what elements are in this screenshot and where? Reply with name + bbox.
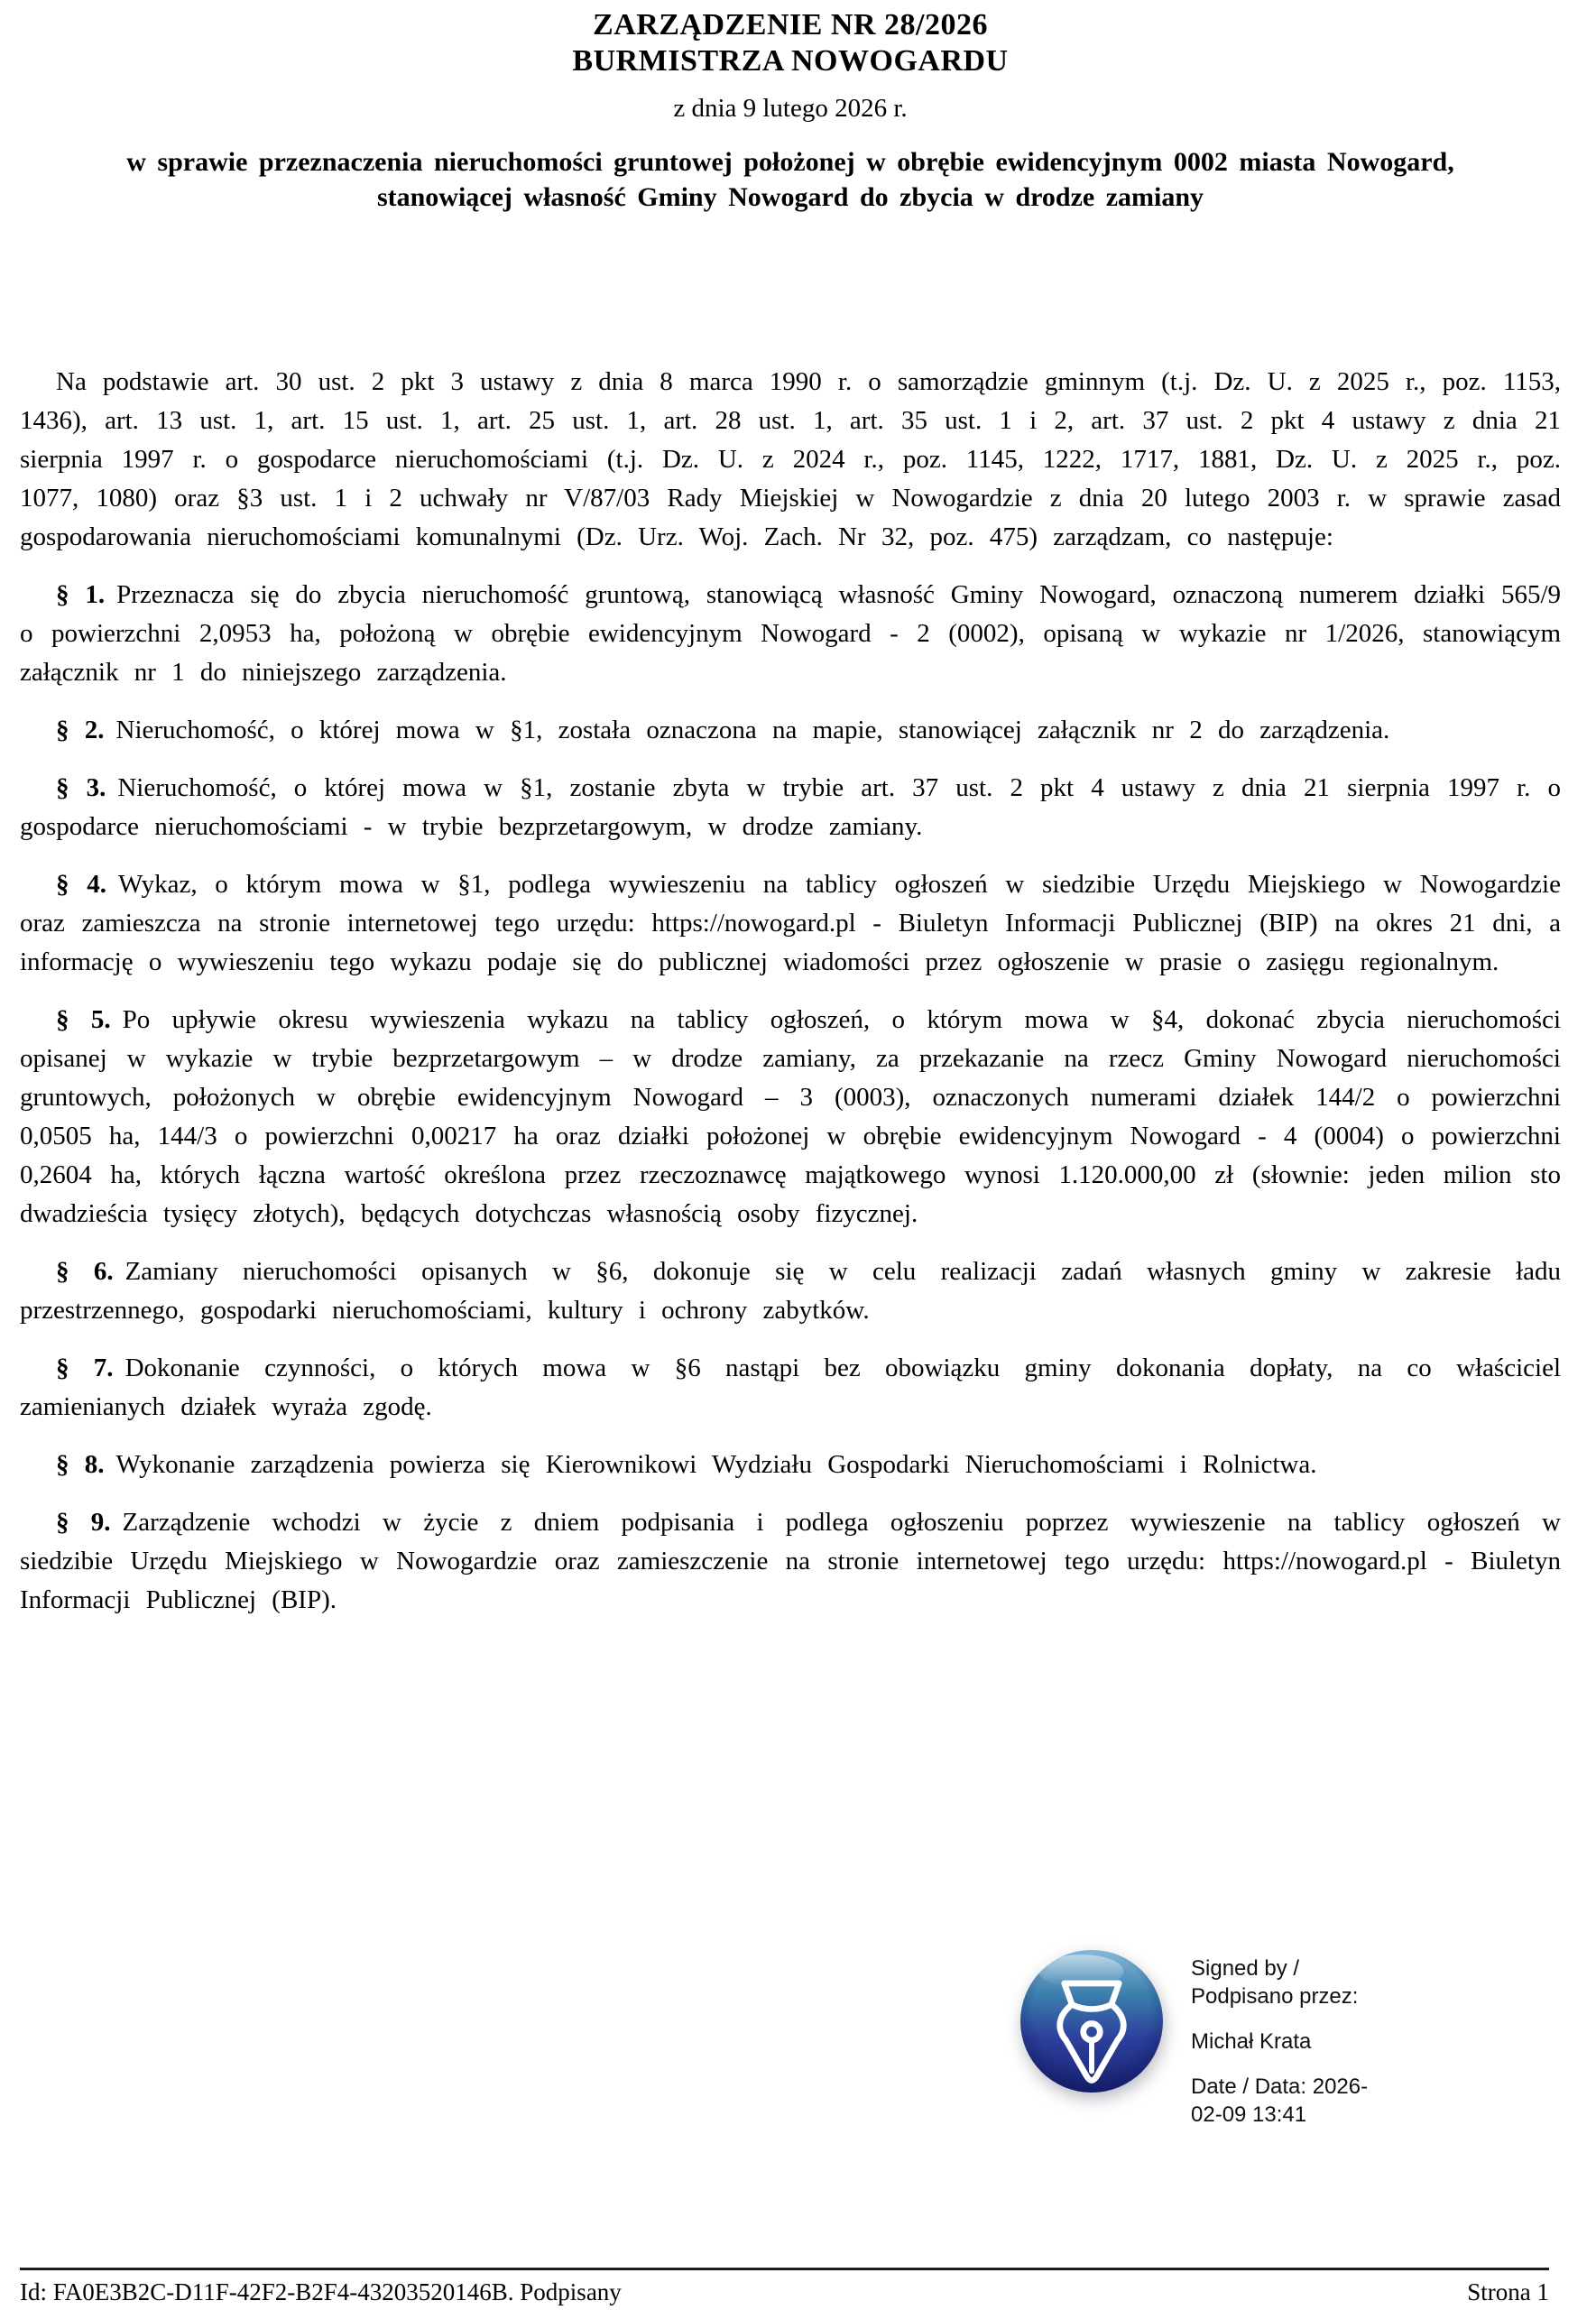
document-header: [20, 7, 1561, 215]
signed-by-lines: [1191, 1954, 1462, 2010]
section-label: § 2.: [56, 716, 105, 744]
section-paragraph: [20, 1252, 1561, 1330]
signature-text: [1191, 1945, 1462, 2129]
page-footer: [20, 2278, 1549, 2306]
section-text: Nieruchomość, o której mowa w §1, zostanie zbyta w trybie art. 37 ust. 2 pkt 4 ustawy z dnia 21 sierpnia 1997 r. o gospodarce nieruchomościami - w trybie bezprzetargowym, w drodze zamiany.: [20, 773, 1561, 841]
section-text: Wykonanie zarządzenia powierza się Kierownikowi Wydziału Gospodarki Nieruchomościami i Rolnictwa.: [115, 1450, 1317, 1479]
signed-by-label: Signed by /: [1191, 1956, 1300, 1981]
section-paragraph: [20, 1001, 1561, 1234]
section-paragraph: [20, 1503, 1561, 1620]
signed-by-label: Podpisano przez:: [1191, 1984, 1359, 2009]
section-label: § 7.: [56, 1354, 114, 1382]
section-text: Po upływie okresu wywieszenia wykazu na tablicy ogłoszeń, o którym mowa w §4, dokonać zbycia nieruchomości opisanej w wykazie w trybie bezprzetargowym – w drodze zamiany, za przekazanie na rzecz Gminy Nowogard nieruchomości gruntowych, położonych w obrębie ewidencyjnym Nowogard – 3 (0003), oznaczonych numerami działek 144/2 o powierzchni 0,0505 ha, 144/3 o powierzchni 0,00217 ha oraz działki położonej w obrębie ewidencyjnym Nowogard - 4 (0004) o powierzchni 0,2604 ha, których łączna wartość określona przez rzeczoznawcę majątkowego wynosi 1.120.000,00 zł (słownie: jeden milion sto dwadzieścia tysięcy złotych), będących dotychczas własnością osoby fizycznej.: [20, 1005, 1562, 1228]
signature-date-lines: [1191, 2073, 1462, 2129]
document-id: Id: FA0E3B2C-D11F-42F2-B2F4-43203520146B. Podpisany: [20, 2278, 622, 2305]
section-label: § 6.: [56, 1257, 114, 1286]
signature-date: 02-09 13:41: [1191, 2102, 1307, 2127]
section-label: § 3.: [56, 773, 106, 802]
section-label: § 9.: [56, 1508, 111, 1537]
section-paragraph: [20, 1349, 1561, 1427]
section-label: § 8.: [56, 1450, 105, 1479]
signature-block: [1016, 1945, 1462, 2129]
section-text: Przeznacza się do zbycia nieruchomość gruntową, stanowiącą własność Gminy Nowogard, oznaczoną numerem działki 565/9 o powierzchni 2,0953 ha, położoną w obrębie ewidencyjnym Nowogard - 2 (0002), opisaną w wykazie nr 1/2026, stanowiącym załącznik nr 1 do niniejszego zarządzenia.: [20, 580, 1561, 687]
sections-container: [20, 576, 1561, 1620]
order-title-line-2: BURMISTRZA NOWOGARDU: [572, 44, 1009, 78]
signature-date: Date / Data: 2026-: [1191, 2074, 1369, 2099]
signer-name: Michał Krata: [1191, 2029, 1312, 2054]
section-paragraph: [20, 769, 1561, 846]
section-text: Wykaz, o którym mowa w §1, podlega wywieszeniu na tablicy ogłoszeń w siedzibie Urzędu Miejskiego w Nowogardzie oraz zamieszcza na stronie internetowej tego urzędu: https://nowogard.pl - Biuletyn Informacji Publicznej (BIP) na okres 21 dni, a informację o wywieszeniu tego wykazu podaje się do publicznej wiadomości przez ogłoszenie w prasie o zasięgu regionalnym.: [20, 870, 1561, 976]
order-date: z dnia 9 lutego 2026 r.: [673, 94, 908, 123]
legal-basis-paragraph: Na podstawie art. 30 ust. 2 pkt 3 ustawy z dnia 8 marca 1990 r. o samorządzie gminnym (t.j. Dz. U. z 2025 r., poz. 1153, 1436), art. 13 ust. 1, art. 15 ust. 1, art. 25 ust. 1, art. 28 ust. 1, art. 35 ust. 1 i 2, art. 37 ust. 2 pkt 4 ustawy z dnia 21 sierpnia 1997 r. o gospodarce nieruchomościami (t.j. Dz. U. z 2024 r., poz. 1145, 1222, 1717, 1881, Dz. U. z 2025 r., poz. 1077, 1080) oraz §3 ust. 1 i 2 uchwały nr V/87/03 Rady Miejskiej w Nowogardzie z dnia 20 lutego 2003 r. w sprawie zasad gospodarowania nieruchomościami komunalnymi (Dz. Urz. Woj. Zach. Nr 32, poz. 475) zarządzam, co następuje:: [20, 367, 1561, 551]
section-text: Dokonanie czynności, o których mowa w §6 nastąpi bez obowiązku gminy dokonania dopłaty, na co właściciel zamienianych działek wyraża zgodę.: [20, 1354, 1562, 1421]
section-label: § 5.: [56, 1005, 111, 1034]
section-text: Zamiany nieruchomości opisanych w §6, dokonuje się w celu realizacji zadań własnych gminy w zakresie ładu przestrzennego, gospodarki nieruchomościami, kultury i ochrony zabytków.: [20, 1257, 1562, 1325]
order-title-line-1: ZARZĄDZENIE NR 28/2026: [593, 8, 988, 42]
section-text: Zarządzenie wchodzi w życie z dniem podpisania i podlega ogłoszeniu poprzez wywieszenie na tablicy ogłoszeń w siedzibie Urzędu Miejskiego w Nowogardzie oraz zamieszczenie na stronie internetowej tego urzędu: https://nowogard.pl - Biuletyn Informacji Publicznej (BIP).: [20, 1508, 1561, 1614]
signature-pen-badge-icon: [1016, 1945, 1167, 2097]
section-label: § 1.: [56, 580, 106, 609]
section-paragraph: [20, 865, 1561, 982]
section-text: Nieruchomość, o której mowa w §1, została oznaczona na mapie, stanowiącej załącznik nr 2 do zarządzenia.: [115, 716, 1390, 744]
footer-divider: [20, 2268, 1549, 2270]
page-number: Strona 1: [1467, 2278, 1549, 2305]
section-paragraph: [20, 1446, 1561, 1484]
order-body: [20, 363, 1561, 1620]
section-paragraph: [20, 711, 1561, 750]
section-paragraph: [20, 576, 1561, 692]
order-subject: w sprawie przeznaczenia nieruchomości gruntowej położonej w obrębie ewidencyjnym 0002 miasta Nowogard, stanowiącej własność Gminy Nowogard do zbycia w drodze zamiany: [126, 147, 1454, 212]
section-label: § 4.: [56, 870, 106, 899]
